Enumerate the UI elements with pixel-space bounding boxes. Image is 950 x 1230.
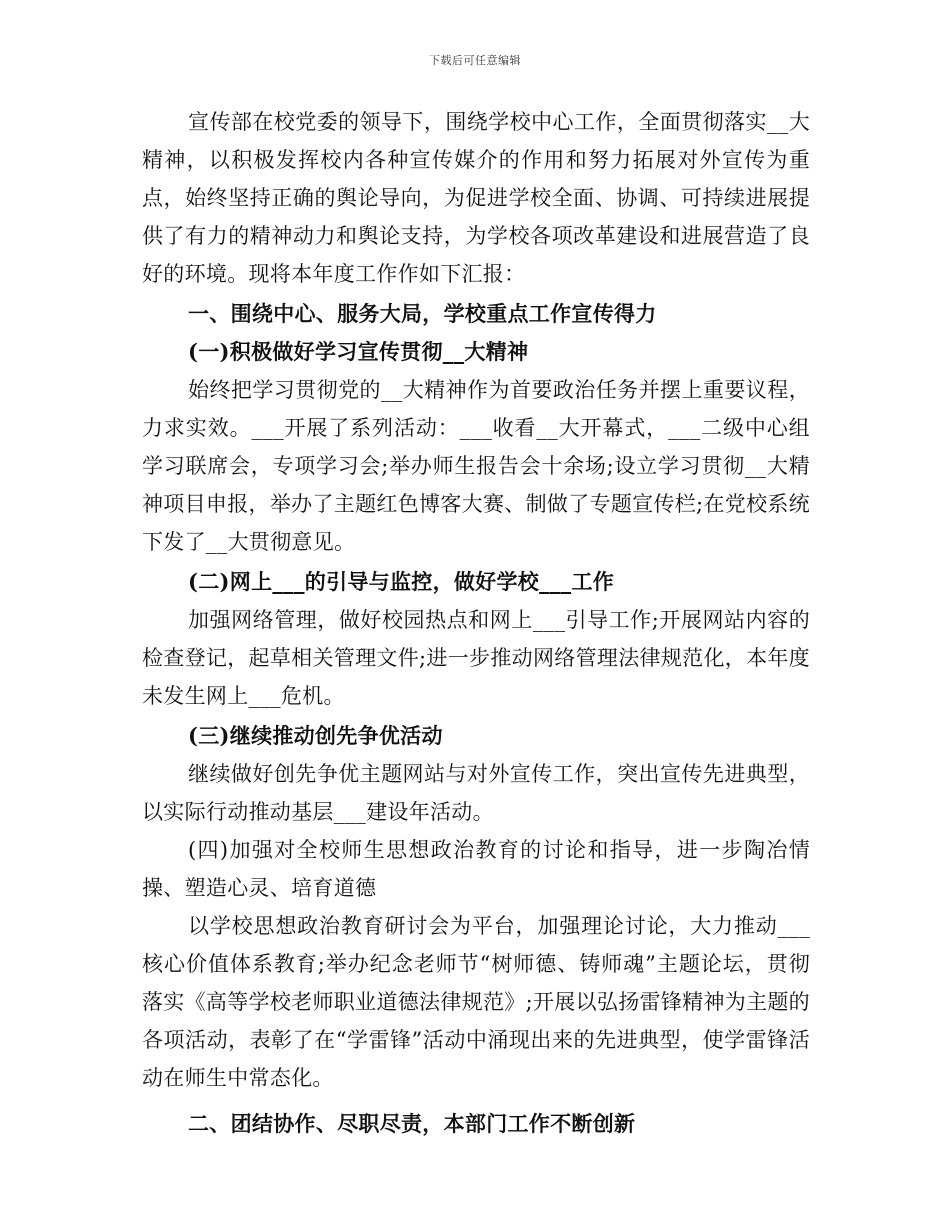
subsection-heading-4: (四)加强对全校师生思想政治教育的讨论和指导，进一步陶冶情操、塑造心灵、培育道德 xyxy=(142,838,810,900)
document-body xyxy=(142,103,810,1143)
paragraph-study: 始终把学习贯彻党的__大精神作为首要政治任务并摆上重要议程，力求实效。___开展了系列活动：___收看__大开幕式，___二级中心组学习联席会，专项学习会;举办师生报告会十余场;设立学习贯彻__大精神项目申报，举办了主题红色博客大赛、制做了专题宣传栏;在党校系统下发了__大贯彻意见。 xyxy=(142,378,810,554)
section-heading-2: 二、团结协作、尽职尽责，本部门工作不断创新 xyxy=(188,1111,636,1136)
subsection-heading-1: (一)积极做好学习宣传贯彻__大精神 xyxy=(188,339,529,364)
page-header-note: 下载后可任意编辑 xyxy=(429,54,521,67)
intro-paragraph: 宣传部在校党委的领导下，围绕学校中心工作，全面贯彻落实__大精神，以积极发挥校内各种宣传媒介的作用和努力拓展对外宣传为重点，始终坚持正确的舆论导向，为促进学校全面、协调、可持续进展提供了有力的精神动力和舆论支持，为学校各项改革建设和进展营造了良好的环境。现将本年度工作作如下汇报： xyxy=(142,110,810,286)
section-heading-1: 一、围绕中心、服务大局，学校重点工作宣传得力 xyxy=(188,301,657,326)
paragraph-excellence: 继续做好创先争优主题网站与对外宣传工作，突出宣传先进典型，以实际行动推动基层___建设年活动。 xyxy=(142,762,810,824)
subsection-heading-3: (三)继续推动创先争优活动 xyxy=(188,723,443,748)
paragraph-network: 加强网络管理，做好校园热点和网上___引导工作;开展网站内容的检查登记，起草相关管理文件;进一步推动网络管理法律规范化，本年度未发生网上___危机。 xyxy=(142,608,810,708)
subsection-heading-2: (二)网上___的引导与监控，做好学校___工作 xyxy=(188,569,615,594)
paragraph-education: 以学校思想政治教育研讨会为平台，加强理论讨论，大力推动___核心价值体系教育;举办纪念老师节“树师德、铸师魂”主题论坛，贯彻落实《高等学校老师职业道德法律规范》;开展以弘扬雷锋精神为主题的各项活动，表彰了在“学雷锋”活动中涌现出来的先进典型，使学雷锋活动在师生中常态化。 xyxy=(142,914,810,1090)
